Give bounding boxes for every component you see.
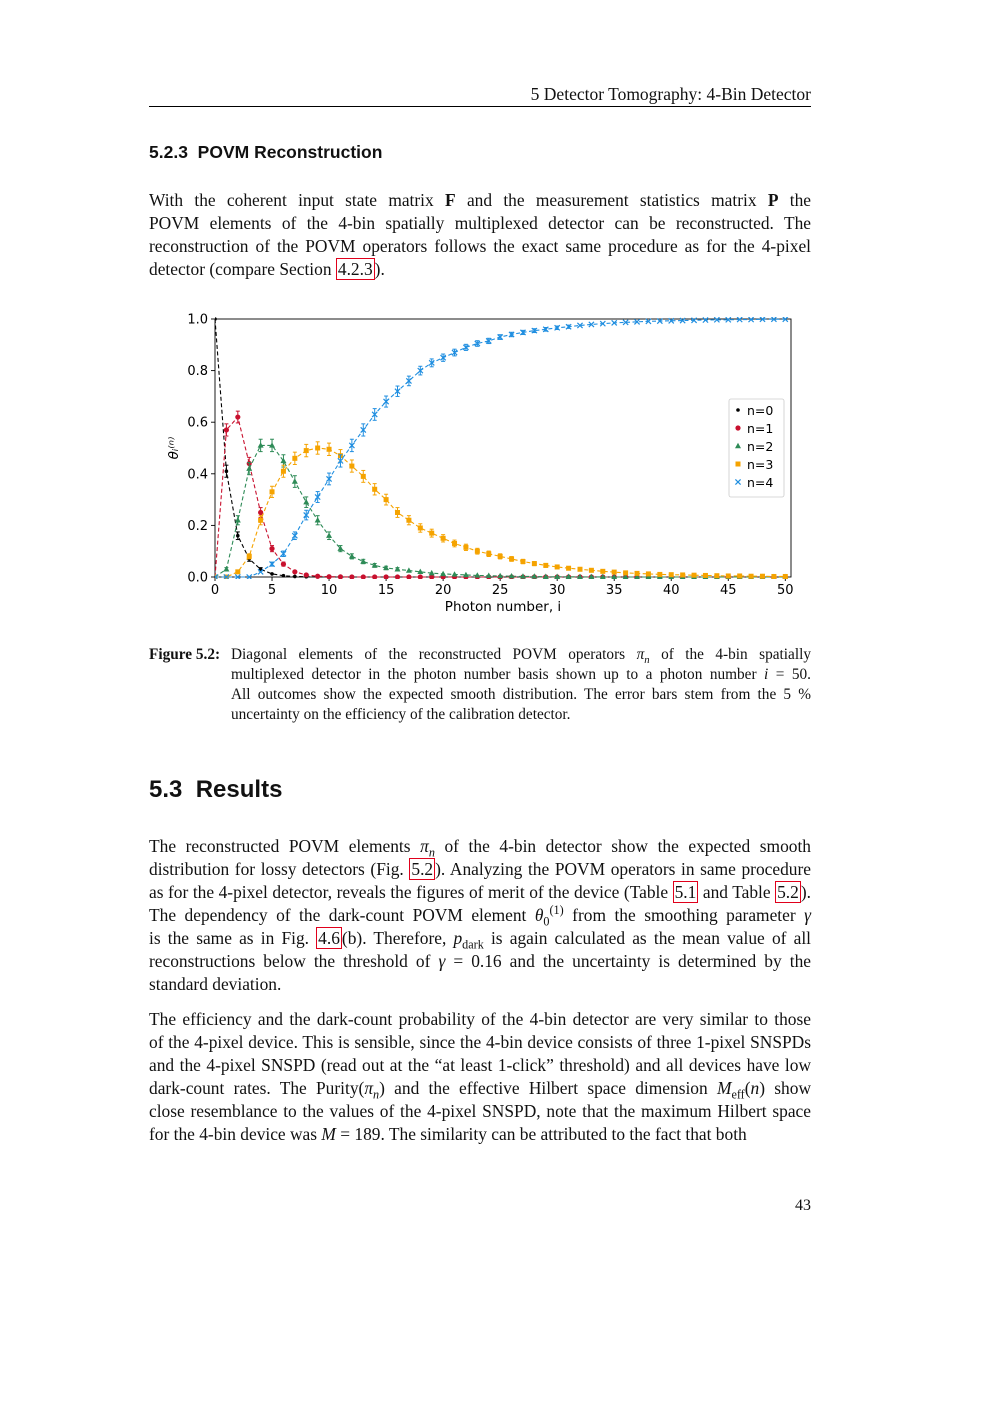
data-point xyxy=(429,531,434,536)
subsection-title: POVM Reconstruction xyxy=(197,142,383,162)
data-point xyxy=(372,487,377,492)
series-n=4 xyxy=(212,317,787,580)
data-point xyxy=(714,573,719,578)
data-point xyxy=(349,553,355,558)
table-link-5-2[interactable]: 5.2 xyxy=(777,882,799,902)
data-point xyxy=(361,574,366,579)
data-point xyxy=(406,518,411,523)
x-tick-label: 15 xyxy=(377,583,395,598)
x-tick-label: 35 xyxy=(605,583,623,598)
data-point xyxy=(282,574,286,578)
data-point xyxy=(566,566,571,571)
data-point xyxy=(669,572,674,577)
data-point xyxy=(224,427,229,432)
x-axis-label: Photon number, i xyxy=(444,599,562,615)
data-point xyxy=(395,510,400,515)
data-point xyxy=(384,497,389,502)
y-tick-label: 0.0 xyxy=(187,570,208,586)
data-point xyxy=(349,464,354,469)
series-n=0 xyxy=(213,317,787,579)
data-point xyxy=(292,569,297,574)
data-point xyxy=(441,536,446,541)
x-tick-label: 50 xyxy=(777,583,794,598)
data-point xyxy=(372,574,377,579)
y-axis-label: θᵢ⁽ⁿ⁾ xyxy=(166,436,182,460)
figure-caption: Figure 5.2: Diagonal elements of the reconstructed POVM operators $\pi_n$ of the 4-bin spatially multiplexed detector in the photon number basis shown up to a photon number i = 50. All outcomes show the expected smooth distribution. The error bars stem from the 5 % uncertainty on the efficiency of the calibration detector. xyxy=(149,646,811,723)
data-point xyxy=(612,570,617,575)
data-point xyxy=(315,517,321,522)
data-point xyxy=(589,568,594,573)
series-line xyxy=(215,417,785,577)
data-point xyxy=(223,566,229,571)
figure-label: Figure 5.2: xyxy=(149,646,221,663)
data-point xyxy=(338,574,343,579)
data-point xyxy=(532,561,537,566)
series-line xyxy=(215,319,785,577)
legend-label: n=2 xyxy=(747,439,774,454)
subsection-heading xyxy=(149,142,382,163)
x-tick-label: 45 xyxy=(719,583,737,598)
x-tick-label: 0 xyxy=(210,583,220,598)
section-heading xyxy=(149,776,282,804)
x-tick-label: 40 xyxy=(662,583,680,598)
data-point xyxy=(236,534,240,538)
data-point xyxy=(703,573,708,578)
data-point xyxy=(749,574,754,579)
data-point xyxy=(258,518,263,523)
data-point xyxy=(680,572,685,577)
section-number: 5.3 xyxy=(149,776,183,803)
x-tick-label: 20 xyxy=(434,583,452,598)
data-point xyxy=(304,572,309,577)
data-point xyxy=(692,573,697,578)
data-point xyxy=(498,554,503,559)
section-title: Results xyxy=(195,776,283,803)
data-point xyxy=(293,575,297,579)
series-n=3 xyxy=(213,442,788,580)
x-tick-label: 5 xyxy=(267,583,277,598)
legend-label: n=1 xyxy=(747,421,774,436)
data-point xyxy=(225,469,229,473)
data-point xyxy=(475,549,480,554)
data-point xyxy=(657,572,662,577)
results-paragraph-1: The reconstructed POVM elements $\pi_n$ of the 4-bin detector show the expected smooth distribution for lossy detectors (Fig. 5.2 ). Analyzing the POVM operators in same procedure as for the 4-pixel detector, reveals the figures of merit of the device (Table 5.1 and Table 5.2 ). The dependency of the dark-count POVM element $\theta_0^{(1)}$ from the smoothing parameter γ is the same as in Fig. 4.6 (b). Therefore, $p_{dark}$ is again calculated as the mean value of all reconstructions below the threshold of γ = 0.16 and the uncertainty is determined by the standard deviation. xyxy=(149,836,812,994)
intro-paragraph: With the coherent input state matrix F and the measurement statistics matrix P the POVM elements of the 4-bin spatially multiplexed detector can be reconstructed. The reconstruction of the POVM operators follows the exact same procedure as for the 4-pixel detector (compare Section 4.2.3 ). xyxy=(149,190,812,279)
data-point xyxy=(326,574,331,579)
y-tick-label: 0.8 xyxy=(187,364,208,380)
y-tick-label: 0.2 xyxy=(187,518,208,534)
data-point xyxy=(303,499,309,504)
data-point xyxy=(349,574,354,579)
data-point xyxy=(327,447,332,452)
data-point xyxy=(315,574,320,579)
figure-link-4-6[interactable]: 4.6 xyxy=(318,928,340,948)
page-number: 43 xyxy=(795,1197,811,1214)
data-point xyxy=(304,448,309,453)
data-point xyxy=(452,571,458,576)
data-point xyxy=(247,554,252,559)
data-point xyxy=(600,569,605,574)
legend-marker xyxy=(736,408,740,412)
data-point xyxy=(577,567,582,572)
data-point xyxy=(418,574,423,579)
x-tick-label: 10 xyxy=(320,583,338,598)
data-point xyxy=(326,533,332,538)
figure-link-5-2[interactable]: 5.2 xyxy=(411,859,434,879)
data-point xyxy=(463,545,468,550)
data-point xyxy=(418,525,423,530)
data-point xyxy=(509,556,514,561)
data-point xyxy=(246,465,252,470)
data-point xyxy=(623,570,628,575)
y-tick-label: 0.6 xyxy=(187,415,208,431)
data-point xyxy=(281,562,286,567)
data-point xyxy=(281,469,286,474)
header-rule xyxy=(149,106,811,107)
data-point xyxy=(555,564,560,569)
data-point xyxy=(270,572,274,576)
legend-label: n=4 xyxy=(747,475,774,490)
x-tick-label: 25 xyxy=(491,583,509,598)
data-point xyxy=(646,571,651,576)
running-head: 5 Detector Tomography: 4-Bin Detector xyxy=(530,84,811,104)
data-point xyxy=(315,446,320,451)
legend-label: n=0 xyxy=(747,403,774,418)
data-point xyxy=(737,573,742,578)
data-point xyxy=(406,574,411,579)
data-point xyxy=(235,569,240,574)
data-point xyxy=(383,574,388,579)
y-tick-label: 1.0 xyxy=(187,312,208,328)
legend-label: n=3 xyxy=(747,457,774,472)
data-point xyxy=(543,563,548,568)
plot-frame xyxy=(215,319,791,577)
data-point xyxy=(270,489,275,494)
data-point xyxy=(771,574,776,579)
data-point xyxy=(235,517,241,522)
data-point xyxy=(452,541,457,546)
legend-marker xyxy=(736,462,741,467)
x-tick-label: 30 xyxy=(548,583,566,598)
data-point xyxy=(361,474,366,479)
data-point xyxy=(269,546,274,551)
data-point xyxy=(292,456,297,461)
data-point xyxy=(726,573,731,578)
table-link-5-1[interactable]: 5.1 xyxy=(674,882,697,902)
section-link-4-2-3[interactable]: 4.2.3 xyxy=(337,259,373,279)
data-point xyxy=(395,574,400,579)
data-point xyxy=(394,566,400,571)
data-point xyxy=(486,551,491,556)
data-point xyxy=(406,567,412,572)
data-point xyxy=(235,414,240,419)
data-point xyxy=(635,571,640,576)
legend xyxy=(729,399,784,497)
data-point xyxy=(292,478,298,483)
povm-chart xyxy=(160,305,820,625)
y-tick-label: 0.4 xyxy=(187,467,208,483)
series-line xyxy=(215,319,785,577)
data-point xyxy=(520,559,525,564)
data-point xyxy=(760,574,765,579)
legend-marker xyxy=(735,425,740,430)
subsection-number: 5.2.3 xyxy=(149,142,188,162)
data-point xyxy=(783,574,788,579)
results-paragraph-2: The efficiency and the dark-count probability of the 4-bin detector are very similar to those of the 4-pixel device. This is sensible, since the 4-bin device consists of three 1-pixel SNSPDs and the 4-pixel SNSPD (read out at the “at least 1-click” threshold) and all devices have low dark-count rates. The $Purity(\pi_n)$ and the effective Hilbert space dimension $M_{eff}(n)$ show close resemblance to the values of the 4-pixel SNSPD, note that the maximum Hilbert space for the 4-bin device was M = 189. The similarity can be attributed to the fact that both xyxy=(149,1009,812,1144)
